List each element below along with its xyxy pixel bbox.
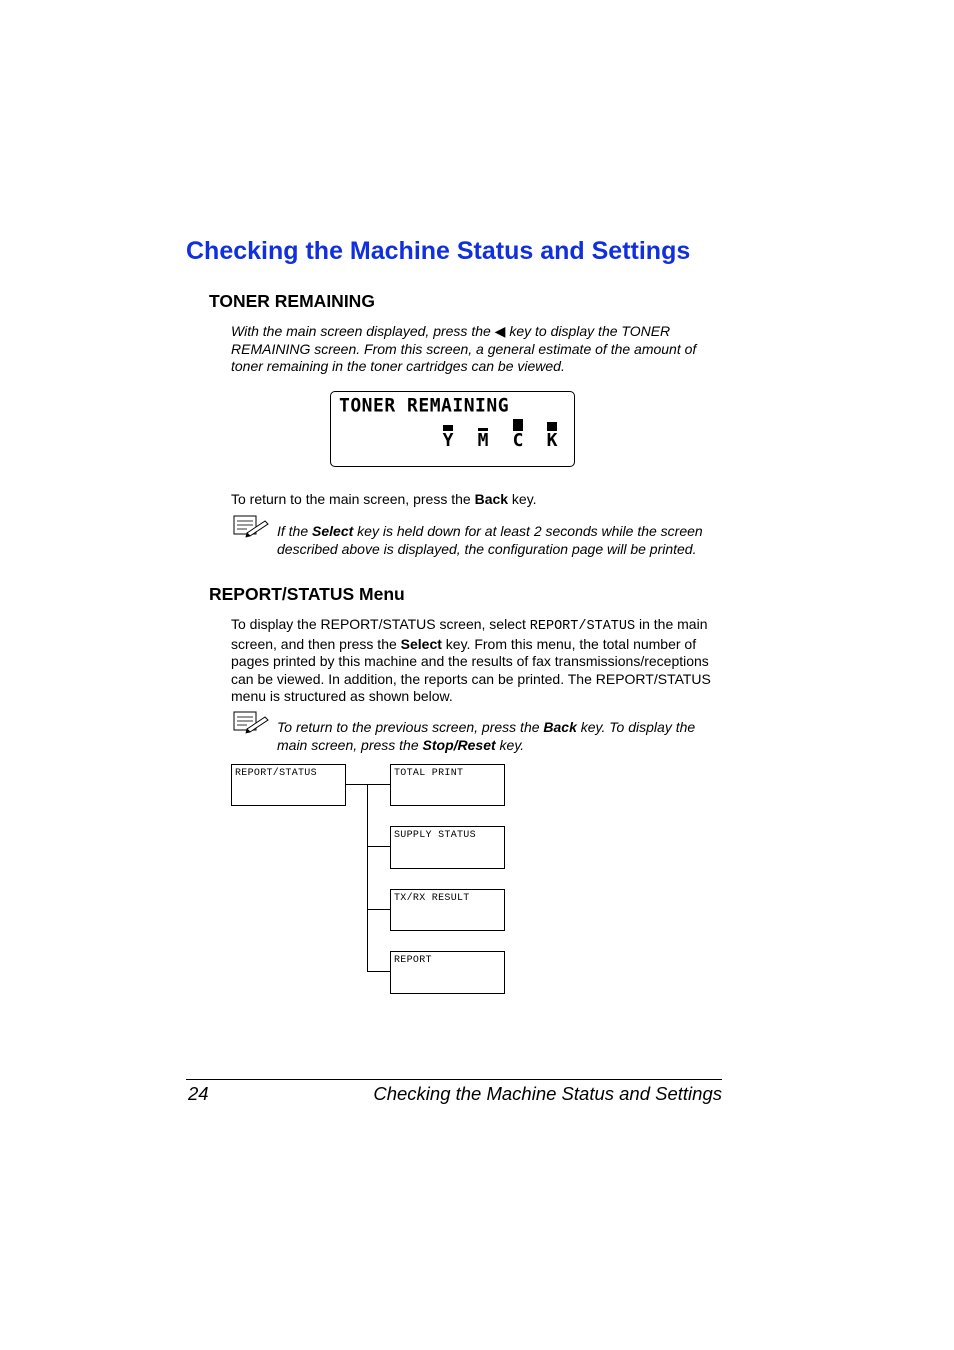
back-key-2: Back <box>543 719 577 735</box>
toner-intro-pre: With the main screen displayed, press the <box>231 323 495 339</box>
report-status-paragraph <box>231 616 717 706</box>
connector-3 <box>367 909 391 910</box>
toner-note-post: key is held down for at least 2 seconds while the screen described above is displayed, the configuration page will be printed. <box>277 523 703 557</box>
report-p1-c: key. From this menu, the total number of pages printed by this machine and the results of fax transmissions/receptions can be viewed. In addition, the reports can be printed. The REPORT/STATUS menu is structured as shown below. <box>231 635 711 705</box>
page-number: 24 <box>188 1083 209 1104</box>
return-instruction <box>231 491 537 509</box>
report-note <box>277 719 727 754</box>
report-note-b: key. To display the main screen, press the <box>277 719 696 753</box>
connector-trunk <box>367 784 368 972</box>
page-title: Checking the Machine Status and Settings <box>186 237 691 265</box>
report-note-a: To return to the previous screen, press the <box>277 719 544 735</box>
menu-root-box: REPORT/STATUS <box>231 764 346 806</box>
menu-item-tx-rx-result: TX/RX RESULT <box>390 889 505 931</box>
report-status-heading: REPORT/STATUS Menu <box>209 584 405 604</box>
return-post: key. <box>508 491 537 507</box>
stop-reset-key: Stop/Reset <box>422 736 496 753</box>
connector-root <box>345 784 391 785</box>
connector-2 <box>367 846 391 847</box>
toner-intro-post: key to display the TONER REMAINING screen. From this screen, a general estimate of the amount of toner remaining in the toner cartridges can be viewed. <box>231 323 697 375</box>
report-note-c: key. <box>495 736 525 753</box>
running-title: Checking the Machine Status and Settings <box>373 1083 722 1104</box>
left-arrow-key: ◀ <box>494 323 506 339</box>
toner-lcd-display <box>330 391 575 467</box>
report-p1-b: in the main screen, and then press the <box>231 616 708 652</box>
toner-note-pre: If the <box>277 523 313 539</box>
select-key: Select <box>312 523 354 539</box>
return-pre: To return to the main screen, press the <box>231 491 475 507</box>
back-key: Back <box>474 491 509 507</box>
menu-item-supply-status: SUPPLY STATUS <box>390 826 505 869</box>
menu-item-report: REPORT <box>390 951 505 994</box>
lcd-title-line: TONER REMAINING <box>339 394 510 417</box>
select-key-2: Select <box>400 635 442 652</box>
report-status-code: REPORT/STATUS <box>529 619 636 634</box>
lcd-label-y: Y <box>442 430 454 451</box>
lcd-label-c: C <box>512 430 524 451</box>
connector-4 <box>367 971 391 972</box>
note-pencil-icon <box>233 711 269 735</box>
lcd-label-m: M <box>477 430 489 451</box>
lcd-label-k: K <box>546 430 558 451</box>
toner-intro-paragraph <box>231 323 721 376</box>
toner-remaining-heading: TONER REMAINING <box>209 291 375 311</box>
menu-item-total-print: TOTAL PRINT <box>390 764 505 806</box>
toner-note <box>277 523 727 558</box>
footer-rule <box>186 1079 722 1080</box>
report-p1-a: To display the REPORT/STATUS screen, select <box>231 616 530 632</box>
note-pencil-icon <box>233 515 269 539</box>
